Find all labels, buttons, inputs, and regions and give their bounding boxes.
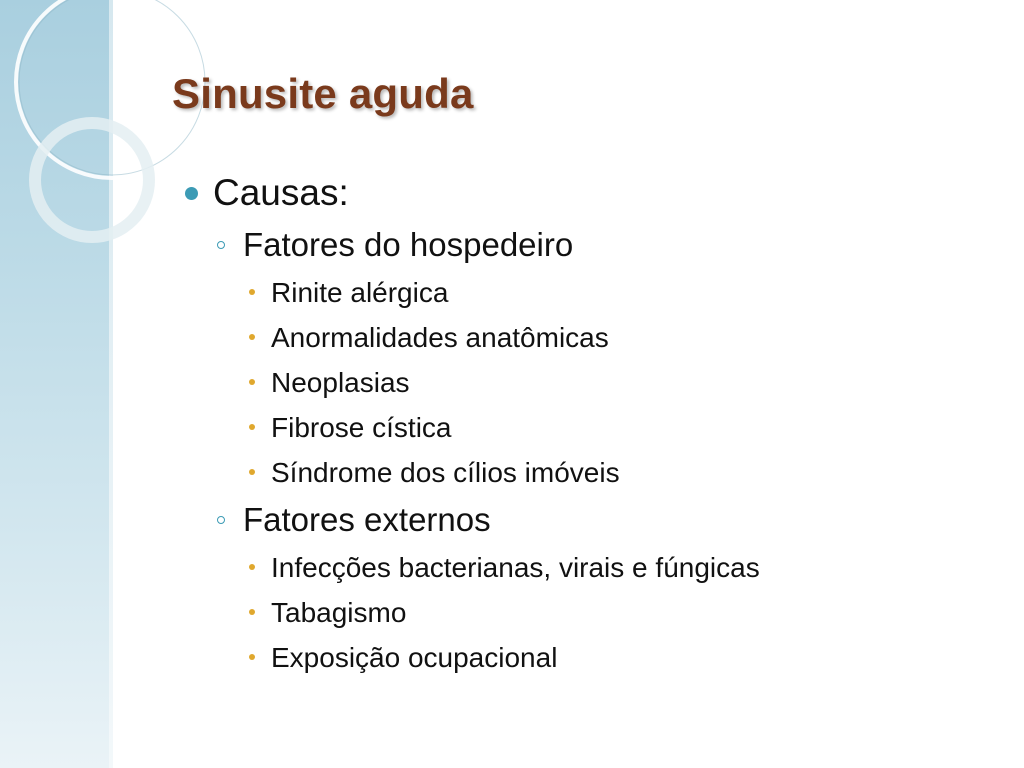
bullet-dot-icon xyxy=(185,187,198,200)
bullet-small-dot-icon xyxy=(249,424,255,430)
list-item xyxy=(185,545,1005,590)
list-item-causas xyxy=(185,166,1005,220)
list-item-label: Tabagismo xyxy=(271,597,407,628)
bullet-small-dot-icon xyxy=(249,289,255,295)
bullet-list xyxy=(185,166,1005,680)
list-item xyxy=(185,635,1005,680)
slide-title: Sinusite aguda xyxy=(172,70,474,117)
bullet-small-dot-icon xyxy=(249,564,255,570)
bullet-small-dot-icon xyxy=(249,334,255,340)
small-ring xyxy=(35,123,149,237)
list-item xyxy=(185,405,1005,450)
list-item-label: Fatores externos xyxy=(243,501,491,538)
list-item-label: Anormalidades anatômicas xyxy=(271,322,609,353)
list-item-fatores-externos xyxy=(185,495,1005,545)
decorative-rings xyxy=(0,0,140,260)
list-item xyxy=(185,450,1005,495)
list-item xyxy=(185,360,1005,405)
list-item-label: Fatores do hospedeiro xyxy=(243,226,574,263)
list-item xyxy=(185,590,1005,635)
bullet-small-dot-icon xyxy=(249,609,255,615)
bullet-ring-icon xyxy=(217,241,225,249)
bullet-small-dot-icon xyxy=(249,379,255,385)
list-item-label: Infecções bacterianas, virais e fúngicas xyxy=(271,552,760,583)
list-item-label: Causas: xyxy=(213,172,349,213)
bullet-small-dot-icon xyxy=(249,469,255,475)
list-item-label: Exposição ocupacional xyxy=(271,642,558,673)
list-item xyxy=(185,270,1005,315)
list-item xyxy=(185,315,1005,360)
bullet-ring-icon xyxy=(217,516,225,524)
list-item-label: Fibrose cística xyxy=(271,412,452,443)
bullet-small-dot-icon xyxy=(249,654,255,660)
list-item-label: Rinite alérgica xyxy=(271,277,449,308)
list-item-fatores-hospedeiro xyxy=(185,220,1005,270)
list-item-label: Neoplasias xyxy=(271,367,410,398)
list-item-label: Síndrome dos cílios imóveis xyxy=(271,457,620,488)
